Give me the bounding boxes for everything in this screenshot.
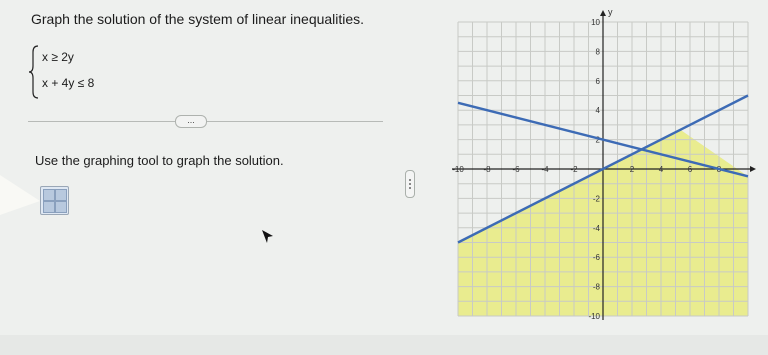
x-tick-label: -2 <box>570 165 578 174</box>
y-tick-label: -8 <box>592 282 600 292</box>
y-tick-label: -6 <box>592 253 600 263</box>
x-tick-label: -6 <box>512 165 520 174</box>
y-tick-label: 4 <box>595 106 600 116</box>
y-axis-label: y <box>608 7 613 17</box>
system-brace <box>28 44 40 100</box>
x-tick-label: 4 <box>658 165 664 174</box>
inequality-1: x ≥ 2y <box>42 50 74 64</box>
y-tick-label: -10 <box>588 312 600 321</box>
y-tick-label: 2 <box>595 135 600 145</box>
bottom-bar <box>0 335 768 355</box>
show-more-button[interactable]: ... <box>175 115 207 128</box>
x-tick-label: 2 <box>629 165 635 174</box>
y-tick-label: -2 <box>592 194 600 204</box>
x-axis-arrow-icon <box>750 166 756 172</box>
y-tick-label: 10 <box>591 18 600 27</box>
x-tick-label: -10 <box>452 165 464 174</box>
instruction-text: Use the graphing tool to graph the solution. <box>35 153 284 168</box>
y-tick-label: -4 <box>592 223 600 233</box>
x-tick-label: -4 <box>541 165 549 174</box>
x-tick-label: -8 <box>483 165 491 174</box>
screen-glare <box>0 175 60 215</box>
coordinate-graph[interactable] <box>420 0 760 330</box>
y-tick-label: 6 <box>595 76 600 86</box>
panel-resize-handle[interactable] <box>405 170 415 198</box>
inequality-system <box>28 44 148 100</box>
question-prompt: Graph the solution of the system of linear inequalities. <box>31 11 365 27</box>
x-tick-label: 6 <box>687 165 693 174</box>
y-tick-label: 8 <box>595 47 600 57</box>
inequality-2: x + 4y ≤ 8 <box>42 76 95 90</box>
mouse-pointer-icon <box>262 230 274 244</box>
y-axis-arrow-icon <box>600 10 606 16</box>
